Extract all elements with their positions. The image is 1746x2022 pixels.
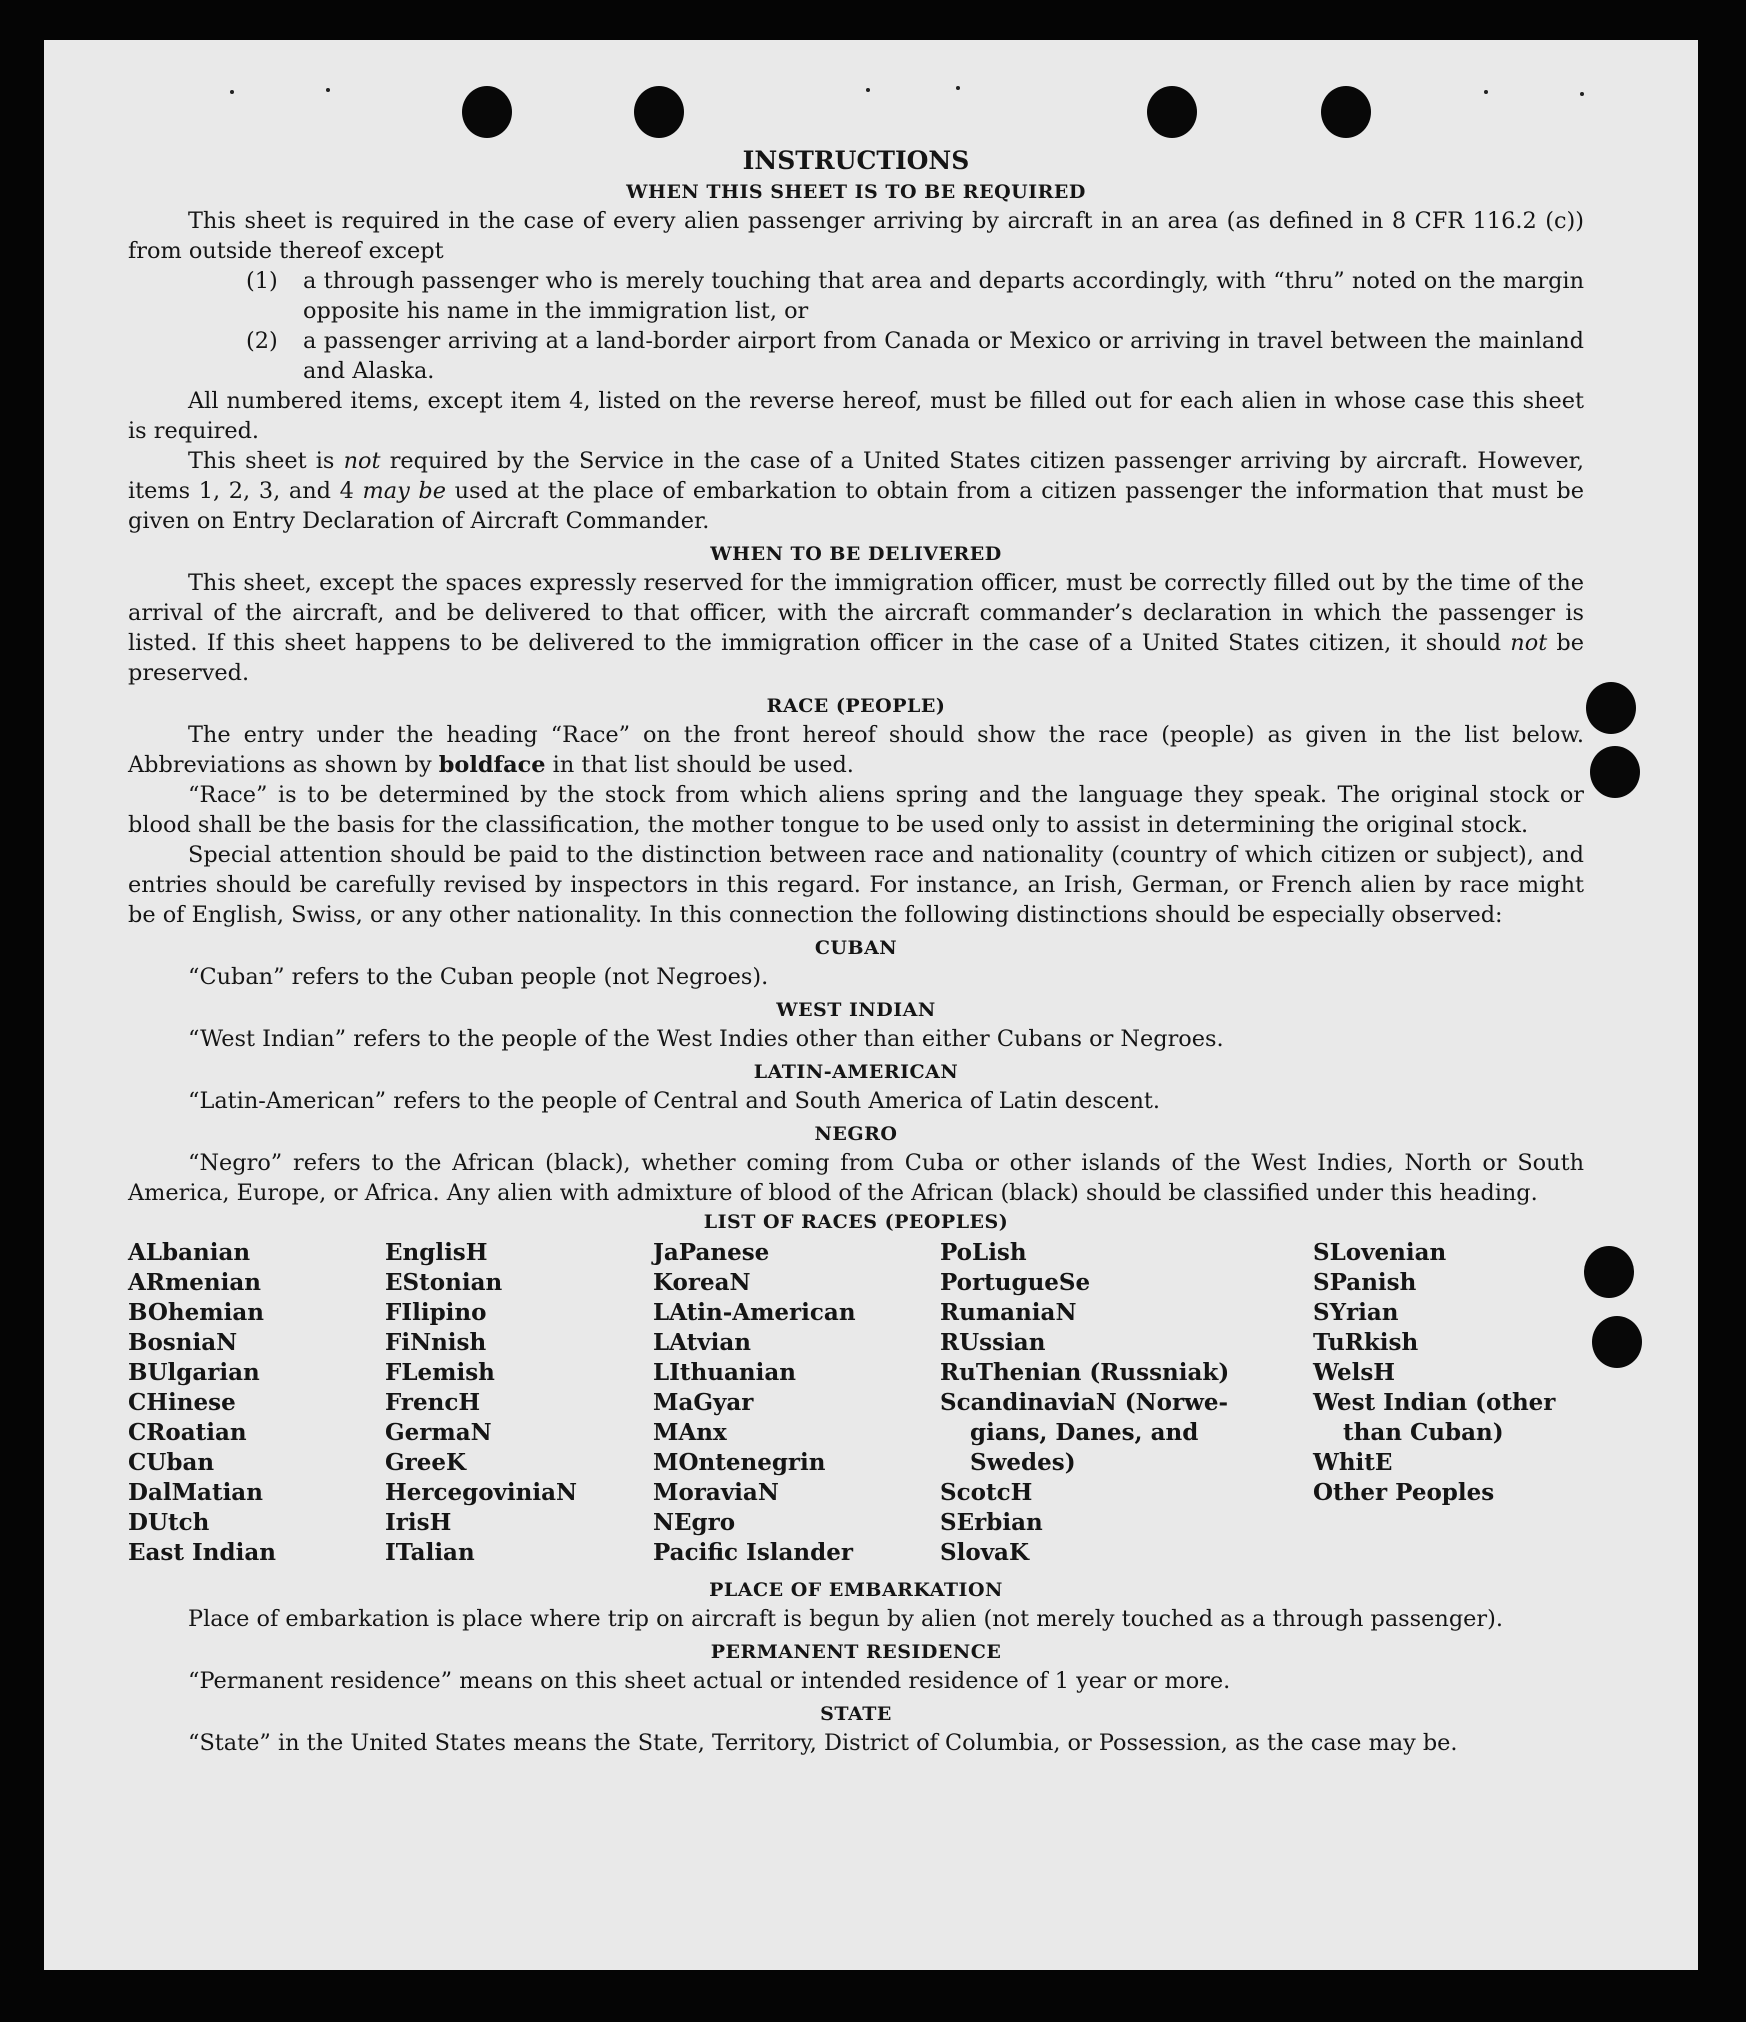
heading-permanent-residence: PERMANENT RESIDENCE bbox=[710, 1641, 1002, 1663]
heading-when-delivered: WHEN TO BE DELIVERED bbox=[710, 543, 1002, 565]
paragraph bbox=[128, 720, 1584, 780]
text: This sheet is bbox=[188, 448, 344, 474]
races-column bbox=[1313, 1238, 1584, 1568]
races-column bbox=[128, 1238, 385, 1568]
text: be preserved. bbox=[128, 630, 1584, 686]
race-entry: TuRkish bbox=[1313, 1329, 1419, 1356]
race-entry: FIlipino bbox=[385, 1299, 487, 1326]
race-entry-line: West Indian (other bbox=[1313, 1389, 1556, 1416]
item-text: a passenger arriving at a land-border airport from Canada or Mexico or arriving in travel between the mainland and Alaska. bbox=[303, 328, 1584, 384]
numbered-item bbox=[128, 326, 1584, 386]
heading-list-of-races: LIST OF RACES (PEOPLES) bbox=[703, 1211, 1009, 1233]
race-entry: RuThenian (Russniak) bbox=[940, 1359, 1230, 1386]
race-entry: MoraviaN bbox=[653, 1479, 779, 1506]
item-text: a through passenger who is merely touching that area and departs accordingly, with “thru” noted on the margin opposite his name in the immigration list, or bbox=[303, 268, 1584, 324]
race-entry: MAnx bbox=[653, 1419, 727, 1446]
race-entry: SErbian bbox=[940, 1509, 1043, 1536]
race-entry-line: gians, Danes, and bbox=[970, 1419, 1199, 1446]
text: required by the Service in the case of a United States citizen passenger arriving by aircraft. However, items 1, 2, 3, and 4 bbox=[128, 448, 1584, 504]
race-entry: DalMatian bbox=[128, 1479, 263, 1506]
italic-text: not bbox=[343, 448, 381, 474]
paragraph: All numbered items, except item 4, listed on the reverse hereof, must be filled out for each alien in whose case this sheet is required. bbox=[128, 388, 1584, 444]
race-entry: LIthuanian bbox=[653, 1359, 796, 1386]
heading-when-required: WHEN THIS SHEET IS TO BE REQUIRED bbox=[626, 181, 1086, 203]
race-entry: PoLish bbox=[940, 1239, 1027, 1266]
race-entry: EnglisH bbox=[385, 1239, 488, 1266]
race-entry: NEgro bbox=[653, 1509, 736, 1536]
paragraph bbox=[128, 446, 1584, 536]
race-entry: LAtin-American bbox=[653, 1299, 856, 1326]
race-entry: WhitE bbox=[1313, 1449, 1393, 1476]
speck bbox=[1580, 92, 1584, 96]
race-entry: MaGyar bbox=[653, 1389, 754, 1416]
paragraph: “State” in the United States means the State, Territory, District of Columbia, or Possession, as the case may be. bbox=[188, 1730, 1458, 1756]
speck bbox=[1484, 90, 1488, 94]
race-entry: FLemish bbox=[385, 1359, 495, 1386]
race-entry: GreeK bbox=[385, 1449, 467, 1476]
text: This sheet, except the spaces expressly reserved for the immigration officer, must be correctly filled out by the time of the arrival of the aircraft, and be delivered to that officer, with the aircraft commander’s declaration in which the passenger is listed. If this sheet happens to be delivered to the immigration officer in the case of a United States citizen, it should bbox=[128, 570, 1584, 656]
instructions-content bbox=[128, 144, 1584, 1758]
race-entry: KoreaN bbox=[653, 1269, 751, 1296]
races-column bbox=[653, 1238, 940, 1568]
punch-hole-top-4 bbox=[1321, 86, 1371, 138]
document-page bbox=[44, 40, 1698, 1970]
race-entry: DUtch bbox=[128, 1509, 210, 1536]
heading-state: STATE bbox=[820, 1703, 892, 1725]
races-column bbox=[940, 1238, 1313, 1568]
punch-hole-right-4 bbox=[1592, 1316, 1642, 1368]
race-entry: WelsH bbox=[1313, 1359, 1396, 1386]
races-column bbox=[385, 1238, 653, 1568]
paragraph: “Negro” refers to the African (black), whether coming from Cuba or other islands of the West Indies, North or South America, Europe, or Africa. Any alien with admixture of blood of the African (black) should be classified under this heading. bbox=[128, 1150, 1584, 1206]
punch-hole-right-2 bbox=[1590, 746, 1640, 798]
numbered-item bbox=[128, 266, 1584, 326]
race-entry: FiNnish bbox=[385, 1329, 487, 1356]
paragraph: “Permanent residence” means on this sheet actual or intended residence of 1 year or more. bbox=[188, 1668, 1231, 1694]
race-entry-line: ScandinaviaN (Norwe- bbox=[940, 1389, 1229, 1416]
race-entry: Other Peoples bbox=[1313, 1479, 1495, 1506]
heading-cuban: CUBAN bbox=[814, 937, 898, 959]
punch-hole-top-1 bbox=[462, 86, 512, 138]
race-entry: ITalian bbox=[385, 1539, 475, 1566]
paragraph: “Latin-American” refers to the people of Central and South America of Latin descent. bbox=[188, 1088, 1161, 1114]
paragraph: “Cuban” refers to the Cuban people (not Negroes). bbox=[188, 964, 769, 990]
race-entry: HercegoviniaN bbox=[385, 1479, 578, 1506]
speck bbox=[230, 90, 234, 94]
race-entry: SlovaK bbox=[940, 1539, 1029, 1566]
heading-west-indian: WEST INDIAN bbox=[776, 999, 936, 1021]
race-entry: ScotcH bbox=[940, 1479, 1033, 1506]
paragraph: Special attention should be paid to the distinction between race and nationality (country of which citizen or subject), and entries should be carefully revised by inspectors in this regard. For instance, an Irish, German, or French alien by race might be of English, Swiss, or any other nationality. In this connection the following distinctions should be especially observed: bbox=[128, 842, 1584, 928]
race-entry: Pacific Islander bbox=[653, 1539, 853, 1566]
race-entry: BOhemian bbox=[128, 1299, 264, 1326]
speck bbox=[956, 86, 960, 90]
paragraph: This sheet is required in the case of every alien passenger arriving by aircraft in an area (as defined in 8 CFR 116.2 (c)) from outside thereof except bbox=[128, 208, 1584, 264]
race-entry: CRoatian bbox=[128, 1419, 247, 1446]
text: used at the place of embarkation to obtain from a citizen passenger the information that must be given on Entry Declaration of Aircraft Commander. bbox=[128, 478, 1584, 534]
race-entry: FrencH bbox=[385, 1389, 481, 1416]
speck bbox=[326, 88, 330, 92]
punch-hole-right-3 bbox=[1584, 1246, 1634, 1298]
heading-negro: NEGRO bbox=[814, 1123, 898, 1145]
speck bbox=[866, 88, 870, 92]
italic-text: may be bbox=[362, 478, 446, 504]
race-entry-line: than Cuban) bbox=[1343, 1419, 1504, 1446]
punch-hole-top-3 bbox=[1147, 86, 1197, 138]
race-entry: RUssian bbox=[940, 1329, 1046, 1356]
race-entry: ARmenian bbox=[128, 1269, 262, 1296]
race-entry: BUlgarian bbox=[128, 1359, 260, 1386]
race-entry: MOntenegrin bbox=[653, 1449, 826, 1476]
paragraph: Place of embarkation is place where trip on aircraft is begun by alien (not merely touched as a through passenger). bbox=[188, 1606, 1503, 1632]
race-entry: JaPanese bbox=[653, 1239, 770, 1266]
race-entry: East Indian bbox=[128, 1539, 276, 1566]
text: The entry under the heading “Race” on the front hereof should show the race (people) as given in the list below. Abbreviations as shown by bbox=[128, 722, 1584, 778]
race-entry: SYrian bbox=[1313, 1299, 1399, 1326]
race-entry: LAtvian bbox=[653, 1329, 751, 1356]
race-entry: EStonian bbox=[385, 1269, 503, 1296]
item-number: (2) bbox=[246, 328, 278, 354]
races-list bbox=[128, 1238, 1584, 1568]
bold-text: boldface bbox=[438, 752, 546, 778]
race-entry bbox=[940, 1388, 1313, 1478]
race-entry: SLovenian bbox=[1313, 1239, 1447, 1266]
heading-latin-american: LATIN-AMERICAN bbox=[753, 1061, 959, 1083]
race-entry: CHinese bbox=[128, 1389, 236, 1416]
paragraph bbox=[128, 568, 1584, 688]
race-entry: SPanish bbox=[1313, 1269, 1417, 1296]
italic-text: not bbox=[1510, 630, 1548, 656]
paragraph: “Race” is to be determined by the stock from which aliens spring and the language they speak. The original stock or blood shall be the basis for the classification, the mother tongue to be used only to assist in determining the original stock. bbox=[128, 782, 1584, 838]
heading-race: RACE (PEOPLE) bbox=[766, 695, 946, 717]
page-title: INSTRUCTIONS bbox=[742, 146, 970, 175]
race-entry: RumaniaN bbox=[940, 1299, 1077, 1326]
punch-hole-top-2 bbox=[634, 86, 684, 138]
text: in that list should be used. bbox=[545, 752, 854, 778]
heading-place-of-embarkation: PLACE OF EMBARKATION bbox=[709, 1579, 1003, 1601]
race-entry bbox=[1313, 1388, 1584, 1448]
race-entry: GermaN bbox=[385, 1419, 492, 1446]
race-entry: PortugueSe bbox=[940, 1269, 1091, 1296]
race-entry: IrisH bbox=[385, 1509, 452, 1536]
race-entry-line: Swedes) bbox=[970, 1449, 1076, 1476]
item-number: (1) bbox=[246, 268, 278, 294]
race-entry: ALbanian bbox=[128, 1239, 251, 1266]
race-entry: CUban bbox=[128, 1449, 215, 1476]
punch-hole-right-1 bbox=[1586, 682, 1636, 734]
paragraph: “West Indian” refers to the people of the West Indies other than either Cubans or Negroes. bbox=[188, 1026, 1224, 1052]
race-entry: BosniaN bbox=[128, 1329, 238, 1356]
